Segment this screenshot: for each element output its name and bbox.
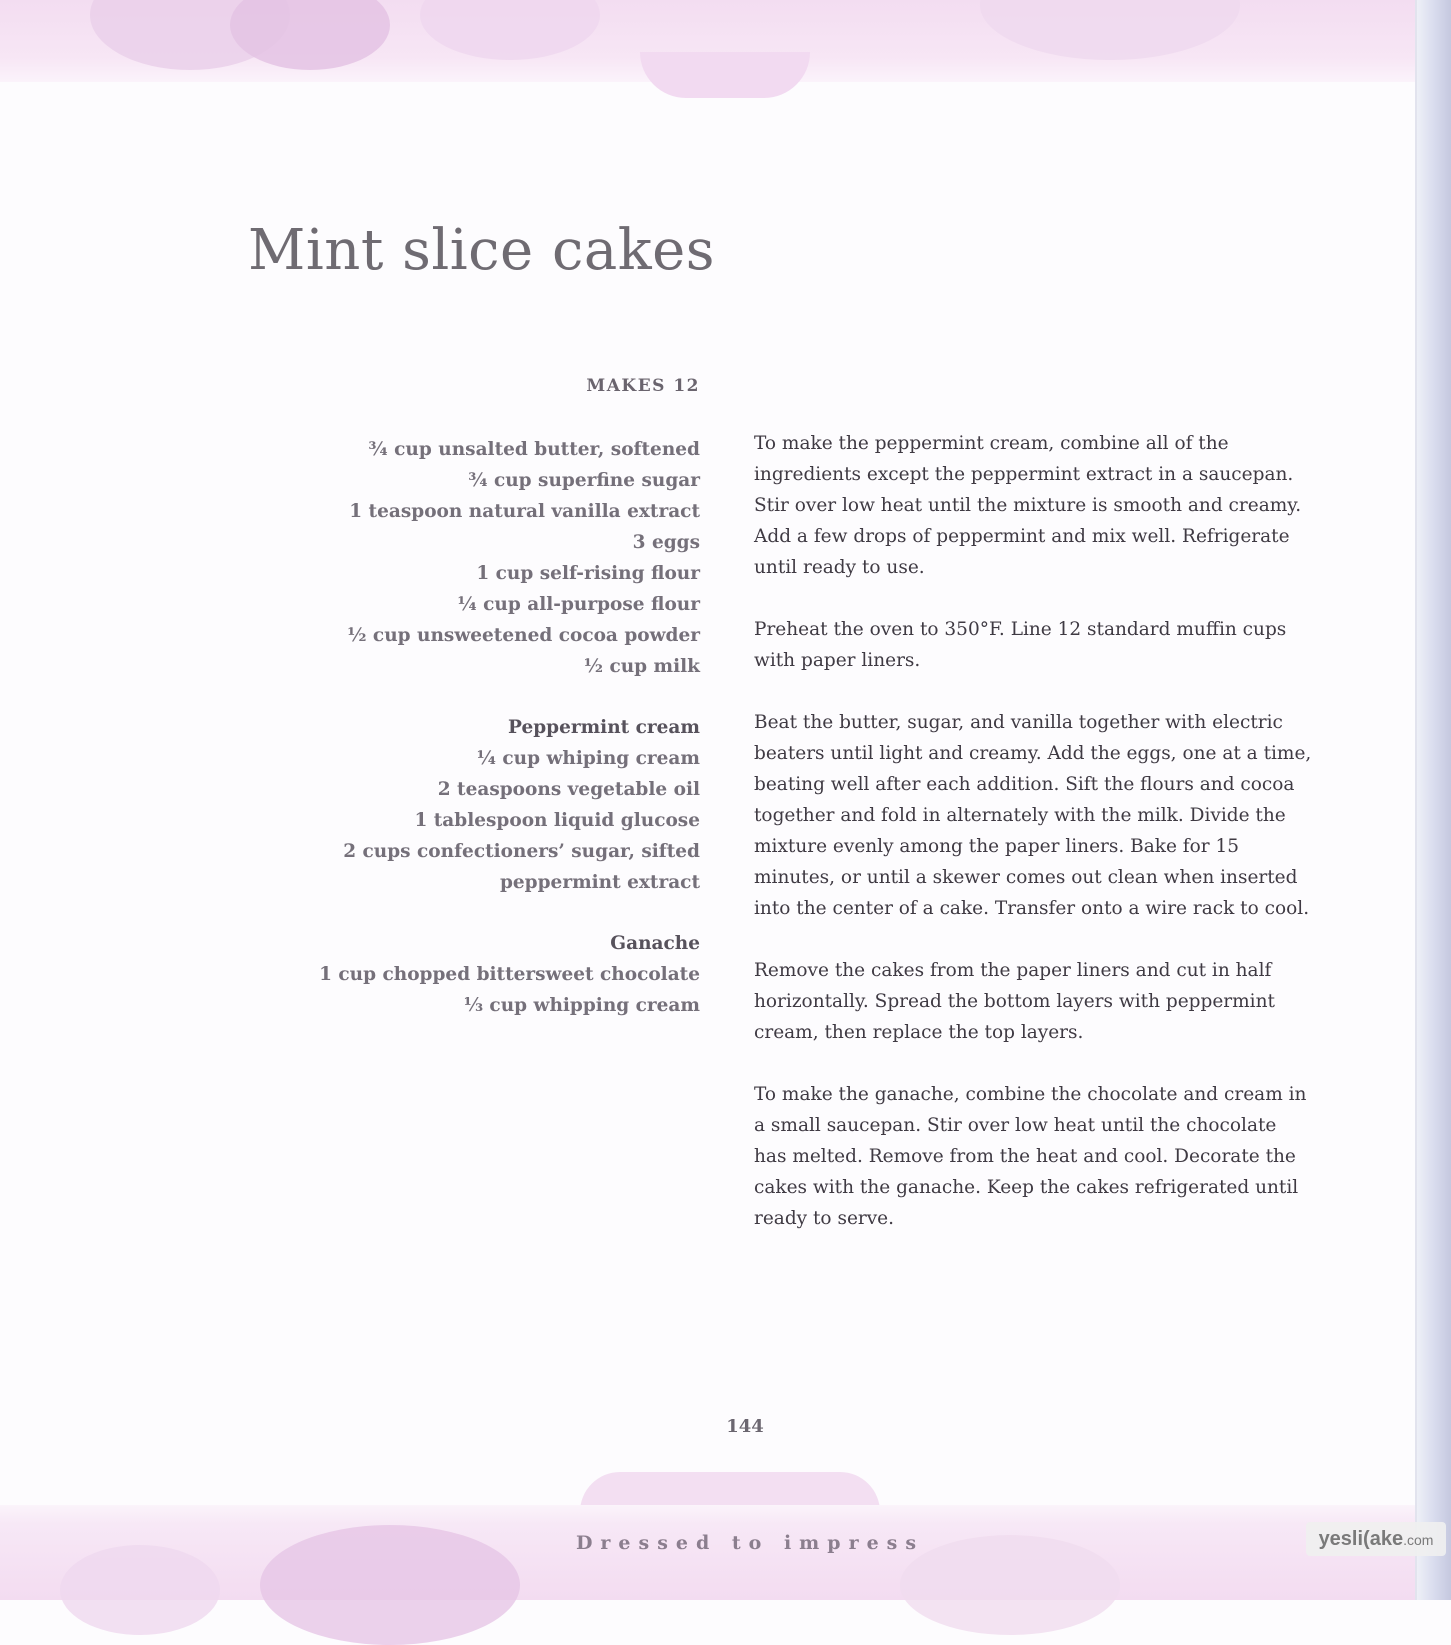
ingredient-group-ganache xyxy=(250,928,700,1021)
running-footer: Dressed to impress xyxy=(575,1532,925,1554)
method-paragraph: Beat the butter, sugar, and vanilla together with electric beaters until light and creamy. Add the eggs, one at a time, beating well after each addition. Sift the flours and cocoa together and fold in alternately with the milk. Divide the mixture evenly among the paper liners. Bake for 15 minutes, or until a skewer comes out clean when inserted into the center of a cake. Transfer onto a wire rack to cool. xyxy=(754,712,1312,919)
ingredient-line: peppermint extract xyxy=(499,872,700,893)
flower-decoration-icon xyxy=(60,1545,220,1635)
watermark-brand: yesli(ake xyxy=(1318,1528,1404,1550)
method-paragraph: To make the peppermint cream, combine all of the ingredients except the peppermint extract in a saucepan. Stir over low heat until the mixture is smooth and creamy. Add a few drops of peppermint and mix well. Refrigerate until ready to use. xyxy=(754,433,1302,578)
ingredient-line: ⅓ cup whipping cream xyxy=(463,995,700,1016)
recipe-yield: MAKES 12 xyxy=(586,376,700,396)
flower-decoration-icon xyxy=(230,0,390,70)
ingredient-group-title: Peppermint cream xyxy=(508,717,700,738)
ingredient-line: 1 tablespoon liquid glucose xyxy=(414,810,700,831)
ingredient-line: ½ cup milk xyxy=(583,656,700,677)
ingredient-line: 2 cups confectioners’ sugar, sifted xyxy=(343,841,700,862)
ingredient-group-cake xyxy=(250,434,700,682)
ingredient-line: ¾ cup unsalted butter, softened xyxy=(368,439,700,460)
flower-decoration-icon xyxy=(260,1525,520,1645)
ingredient-line: 1 teaspoon natural vanilla extract xyxy=(349,501,700,522)
ingredient-line: ¼ cup all-purpose flour xyxy=(457,594,700,615)
ingredient-line: 2 teaspoons vegetable oil xyxy=(437,779,700,800)
flower-decoration-icon xyxy=(980,0,1240,60)
watermark-logo xyxy=(1306,1522,1446,1556)
book-spine xyxy=(1415,0,1451,1600)
ingredient-line: ¾ cup superfine sugar xyxy=(468,470,700,491)
recipe-title: Mint slice cakes xyxy=(248,218,716,283)
ingredient-line: ¼ cup whiping cream xyxy=(476,748,700,769)
flower-decoration-icon xyxy=(420,0,600,60)
watermark-domain: .com xyxy=(1403,1532,1434,1548)
ingredient-line: 1 cup chopped bittersweet chocolate xyxy=(319,964,700,985)
header-decoration xyxy=(0,0,1420,82)
ingredient-line: ½ cup unsweetened cocoa powder xyxy=(347,625,700,646)
ingredient-list xyxy=(250,434,700,1051)
method-paragraph: Preheat the oven to 350°F. Line 12 standard muffin cups with paper liners. xyxy=(754,619,1287,671)
ornament-icon xyxy=(640,52,810,98)
method-steps xyxy=(754,428,1314,1265)
method-paragraph: Remove the cakes from the paper liners and cut in half horizontally. Spread the bottom layers with peppermint cream, then replace the top layers. xyxy=(754,960,1275,1043)
method-paragraph: To make the ganache, combine the chocolate and cream in a small saucepan. Stir over low heat until the chocolate has melted. Remove from the heat and cool. Decorate the cakes with the ganache. Keep the cakes refrigerated until ready to serve. xyxy=(754,1084,1307,1229)
ingredient-group-title: Ganache xyxy=(610,933,700,954)
page-number: 144 xyxy=(726,1416,764,1437)
ingredient-line: 1 cup self-rising flour xyxy=(476,563,700,584)
ingredient-line: 3 eggs xyxy=(632,532,700,553)
ingredient-group-peppermint-cream xyxy=(250,712,700,898)
